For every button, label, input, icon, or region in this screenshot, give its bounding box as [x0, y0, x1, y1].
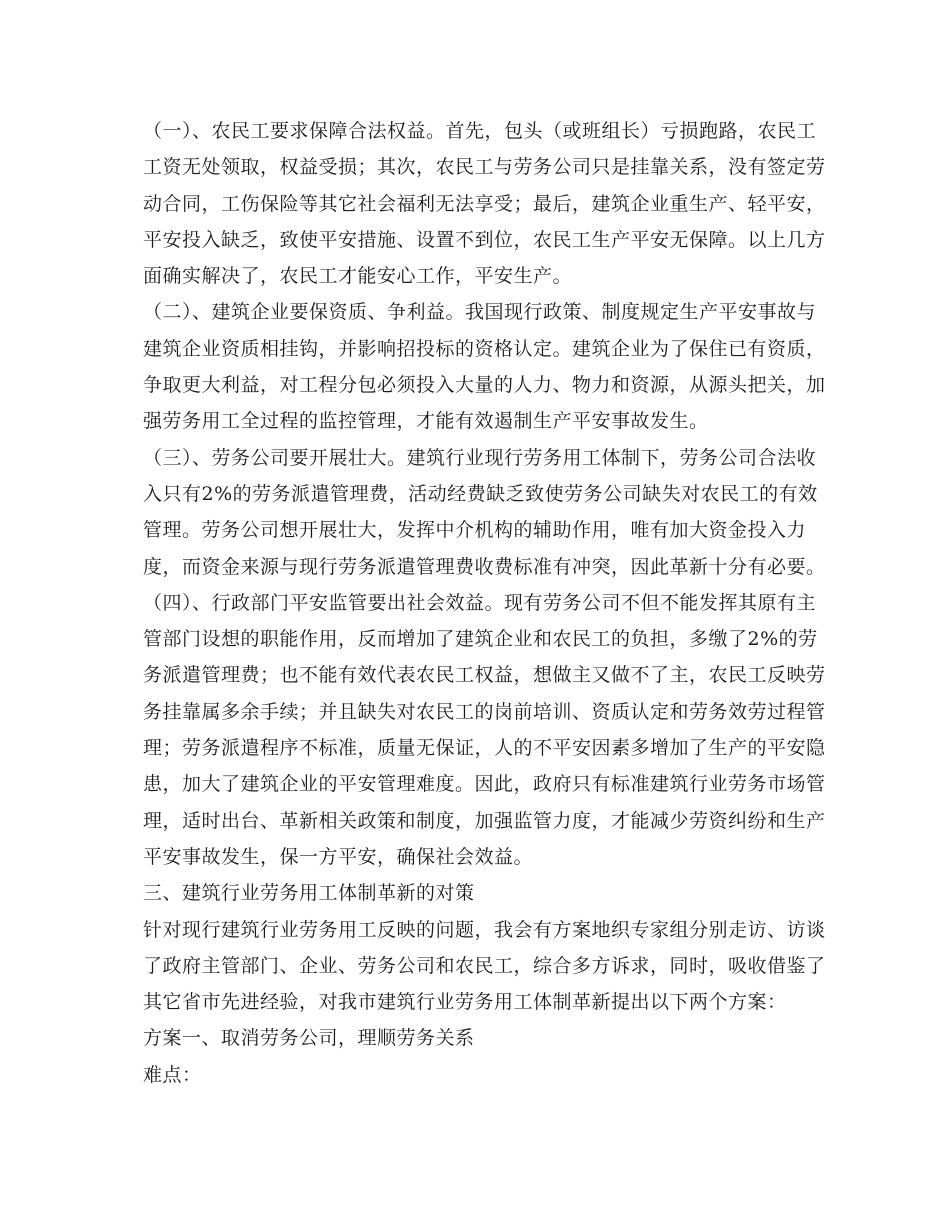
- text-line: 度，而资金来源与现行劳务派遣管理费收费标准有冲突，因此革新十分有必要。: [143, 555, 826, 578]
- text-line: 理，适时出台、革新相关政策和制度，加强监管力度，才能减少劳资纠纷和生产: [143, 809, 826, 832]
- text-line: （一）、农民工要求保障合法权益。首先，包头（或班组长）亏损跑路，农民工: [143, 120, 817, 142]
- text-line: （四）、行政部门平安监管要出社会效益。现有劳务公司不但不能发挥其原有主: [143, 591, 817, 614]
- text-line: 针对现行建筑行业劳务用工反映的问题，我会有方案地织专家组分别走访、访谈: [143, 918, 826, 941]
- section-heading: 三、建筑行业劳务用工体制革新的对策: [143, 882, 475, 905]
- text-line: 患，加大了建筑企业的平安管理难度。因此，政府只有标准建筑行业劳务市场管: [143, 773, 826, 796]
- text-line: 争取更大利益，对工程分包必须投入大量的人力、物力和资源，从源头把关，加: [143, 374, 826, 397]
- text-line: 强劳务用工全过程的监控管理，才能有效遏制生产平安事故发生。: [143, 410, 709, 433]
- text-line: 入只有2%的劳务派遣管理费，活动经费缺乏致使劳务公司缺失对农民工的有效: [143, 482, 818, 505]
- text-line: 建筑企业资质相挂钩，并影响招投标的资格认定。建筑企业为了保住已有资质，: [143, 337, 826, 360]
- text-line: 管理。劳务公司想开展壮大，发挥中介机构的辅助作用，唯有加大资金投入力: [143, 519, 807, 542]
- document-body: [143, 113, 826, 1093]
- text-line: 平安投入缺乏，致使平安措施、设置不到位，农民工生产平安无保障。以上几方: [143, 228, 826, 251]
- text-line: 理；劳务派遣程序不标准，质量无保证，人的不平安因素多增加了生产的平安隐: [143, 737, 826, 760]
- text-line: 难点：: [143, 1063, 202, 1086]
- text-line: 动合同，工伤保险等其它社会福利无法享受；最后，建筑企业重生产、轻平安，: [143, 192, 826, 215]
- text-line: （三）、劳务公司要开展壮大。建筑行业现行劳务用工体制下，劳务公司合法收: [143, 446, 817, 469]
- text-line: 面确实解决了，农民工才能安心工作，平安生产。: [143, 265, 573, 288]
- text-line: 务派遣管理费；也不能有效代表农民工权益，想做主又做不了主，农民工反映劳: [143, 664, 826, 687]
- text-line: 务挂靠属多余手续；并且缺失对农民工的岗前培训、资质认定和劳务效劳过程管: [143, 700, 826, 723]
- text-line: 工资无处领取，权益受损；其次，农民工与劳务公司只是挂靠关系，没有签定劳: [143, 156, 826, 179]
- text-line: 其它省市先进经验，对我市建筑行业劳务用工体制革新提出以下两个方案：: [143, 991, 787, 1014]
- text-line: 了政府主管部门、企业、劳务公司和农民工，综合多方诉求，同时，吸收借鉴了: [143, 954, 826, 977]
- text-line: 平安事故发生，保一方平安，确保社会效益。: [143, 845, 534, 868]
- text-line: 管部门设想的职能作用，反而增加了建筑企业和农民工的负担，多缴了2%的劳: [143, 628, 818, 651]
- text-line: （二）、建筑企业要保资质、争利益。我国现行政策、制度规定生产平安事故与: [143, 301, 817, 324]
- subsection-heading: 方案一、取消劳务公司，理顺劳务关系: [143, 1027, 475, 1050]
